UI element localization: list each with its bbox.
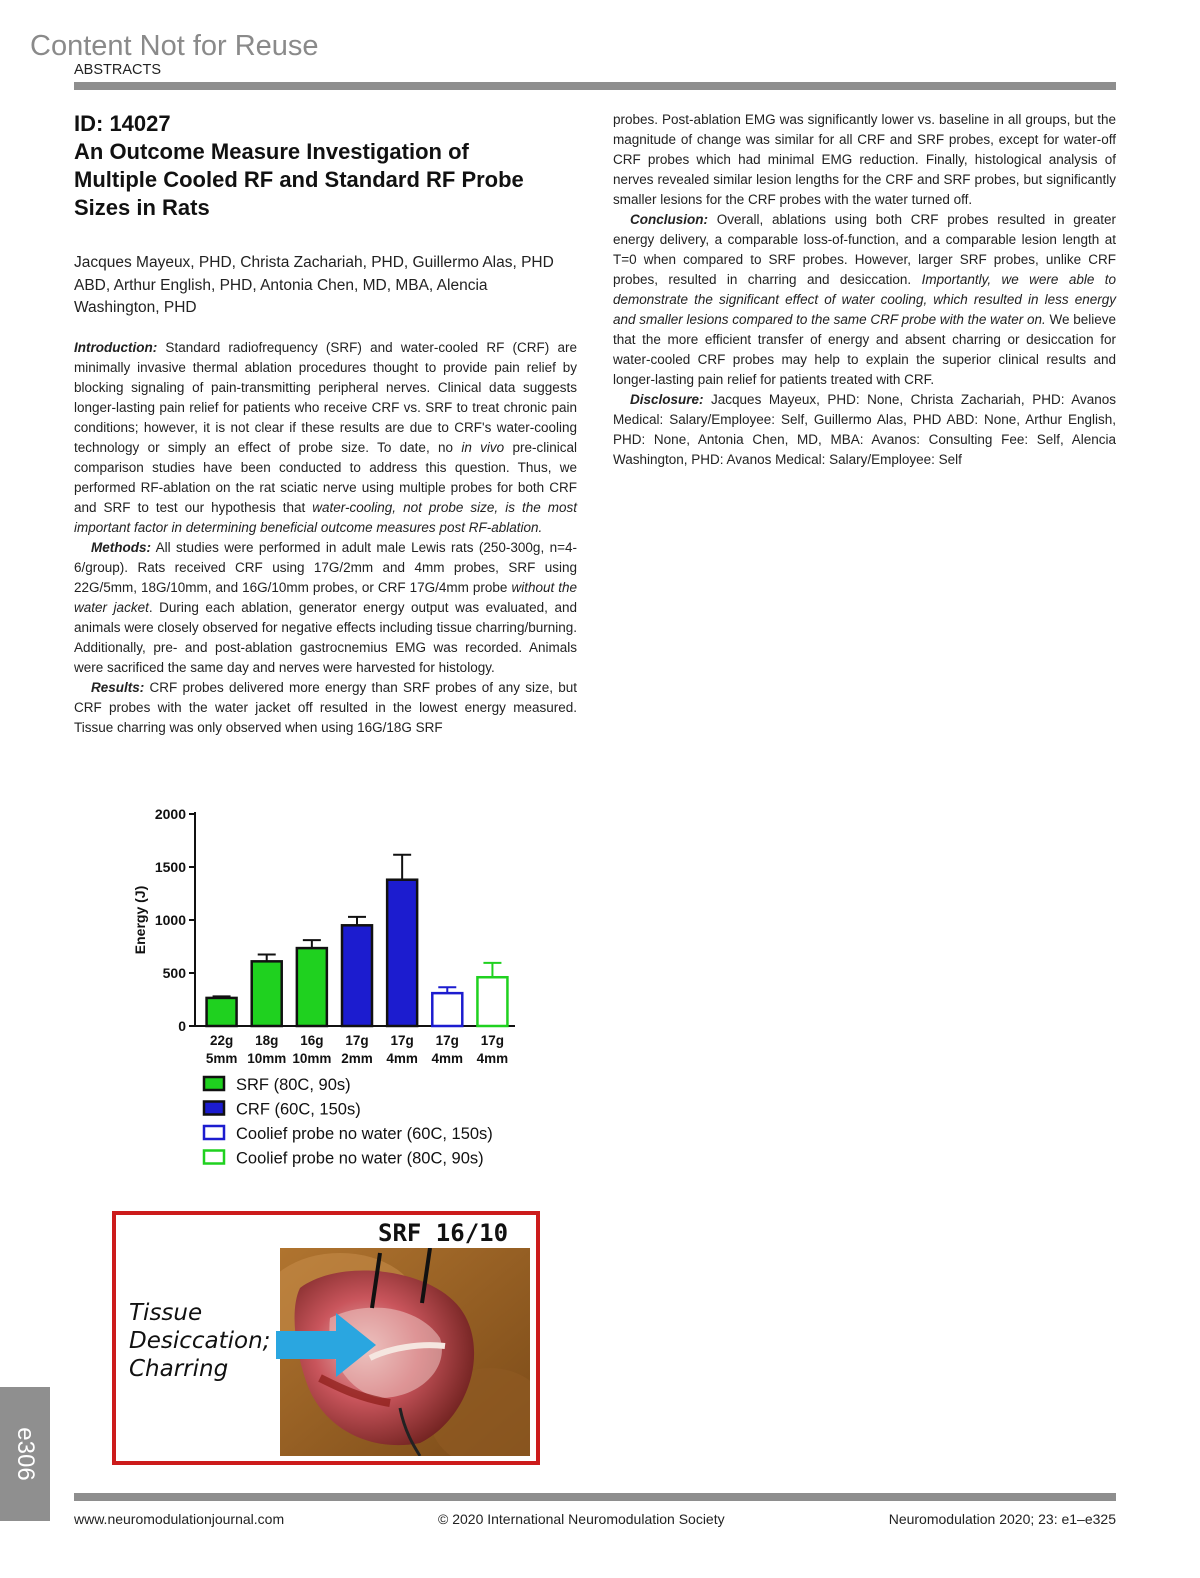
y-tick-label: 500 <box>162 965 186 981</box>
photo-label: SRF 16/10 <box>378 1219 509 1247</box>
results-paragraph <box>74 678 577 738</box>
chart-x-labels <box>206 1033 508 1066</box>
x-tick-label: 4mm <box>476 1051 509 1066</box>
watermark: Content Not for Reuse <box>30 30 319 62</box>
copyright-notice: © 2020 International Neuromodulation Society <box>438 1511 725 1527</box>
disclosure-heading: Disclosure: <box>630 392 704 407</box>
abstract-id: ID: 14027 <box>74 111 171 136</box>
author-list: Jacques Mayeux, PHD, Christa Zachariah, PHD, Guillermo Alas, PHD ABD, Arthur English, PHD, Antonia Chen, MD, MBA, Alencia Washington, PHD <box>74 254 554 316</box>
x-tick-label: 17g <box>345 1033 369 1048</box>
methods-italic: without the water jacket <box>74 579 577 615</box>
y-tick-label: 2000 <box>154 806 186 822</box>
bar <box>387 880 417 1026</box>
annotation-line: Desiccation; <box>129 1328 271 1354</box>
legend-label: SRF (80C, 90s) <box>236 1076 351 1094</box>
conclusion-text: We believe that the more efficient transfer of energy and absent charring or desiccation for water-cooled CRF probes may help to explain the superior clinical results and longer-lasting pain relief for patients treated with CRF. <box>613 312 1117 387</box>
chart-bars <box>207 855 508 1026</box>
journal-url: www.neuromodulationjournal.com <box>74 1511 285 1527</box>
introduction-text: Standard radiofrequency (SRF) and water-cooled RF (CRF) are minimally invasive thermal ablation procedures thought to provide pain relief by blocking signaling of pain-transmitting peripheral nerves. Clinical data suggests longer-lasting pain relief for patients who receive CRF vs. SRF to treat chronic pain conditions; however, it is not clear if these results are due to CRF's water-cooling technology or simply an effect of probe size. To date, no <box>74 339 577 455</box>
energy-bar-chart <box>120 798 540 1178</box>
conclusion-italic: Importantly, we were able to demonstrate the significant effect of water cooling, which resulted in less energy and smaller lesions compared to the same CRF probe with the water on. <box>613 272 1117 327</box>
header-rule <box>74 82 1116 90</box>
bar <box>432 993 462 1026</box>
legend-swatch <box>204 1077 224 1090</box>
annotation-line: Charring <box>129 1356 229 1382</box>
methods-paragraph <box>74 538 577 678</box>
bar <box>342 925 372 1026</box>
y-tick-label: 1000 <box>154 912 186 928</box>
x-tick-label: 4mm <box>431 1051 464 1066</box>
x-tick-label: 10mm <box>292 1051 332 1066</box>
introduction-paragraph <box>74 338 577 538</box>
x-tick-label: 17g <box>435 1033 459 1048</box>
y-axis-label: Energy (J) <box>132 885 148 955</box>
footer-rule <box>74 1493 1116 1501</box>
results-heading: Results: <box>91 679 145 695</box>
bar <box>297 948 327 1026</box>
x-tick-label: 4mm <box>386 1051 418 1066</box>
x-tick-label: 5mm <box>205 1051 238 1066</box>
annotation-line: Tissue <box>129 1300 203 1326</box>
page-number: e306 <box>12 1427 39 1481</box>
legend-label: Coolief probe no water (80C, 90s) <box>236 1149 484 1168</box>
disclosure-paragraph <box>613 390 1116 470</box>
section-label: ABSTRACTS <box>74 62 162 78</box>
title-line: Sizes in Rats <box>74 195 210 220</box>
x-tick-label: 18g <box>255 1033 279 1048</box>
x-tick-label: 17g <box>390 1033 414 1048</box>
bar <box>252 961 282 1026</box>
results-text: CRF probes delivered more energy than SRF probes of any size, but CRF probes with the water jacket off resulted in the lowest energy measured. Tissue charring was only observed when using 16G/18G SRF <box>74 679 577 735</box>
abstract-title <box>74 138 577 222</box>
tissue-annotation <box>129 1299 289 1383</box>
legend-label: Coolief probe no water (60C, 150s) <box>236 1125 493 1143</box>
introduction-text: pre-clinical comparison studies have been conducted to address this question. Thus, we performed RF-ablation on the rat sciatic nerve using multiple probes for both CRF and SRF to test our hypothesis that <box>74 439 577 515</box>
legend-swatch <box>204 1126 224 1139</box>
hypothesis-italic: water-cooling, not probe size, is the most important factor in determining beneficial outcome measures post RF-ablation. <box>74 499 578 535</box>
disclosure-text: Jacques Mayeux, PHD: None, Christa Zachariah, PHD: Avanos Medical: Salary/Employee: Self, Guillermo Alas, PHD ABD: None, Arthur English, PHD: None, Antonia Chen, MD, MBA: Avanos: Consulting Fee: Self, Alencia Washington, PHD: Avanos Medical: Salary/Employee: Self <box>613 392 1116 467</box>
introduction-italic: in vivo <box>461 439 505 455</box>
y-tick-label: 1500 <box>154 859 186 875</box>
x-tick-label: 2mm <box>341 1051 373 1066</box>
conclusion-heading: Conclusion: <box>630 212 708 227</box>
right-column <box>613 110 1116 470</box>
methods-text: All studies were performed in adult male Lewis rats (250-300g, n=4-6/group). Rats received CRF using 17G/2mm and 4mm probes, SRF using 22G/5mm, 18G/10mm, and 16G/10mm probes, or CRF 17G/4mm probe <box>74 539 577 595</box>
introduction-heading: Introduction: <box>74 339 158 355</box>
chart-legend <box>204 1076 493 1168</box>
left-column <box>74 108 577 738</box>
title-line: An Outcome Measure Investigation of <box>74 139 469 164</box>
x-tick-label: 16g <box>300 1033 324 1048</box>
bar <box>207 998 237 1026</box>
methods-heading: Methods: <box>91 539 151 555</box>
bar <box>477 977 507 1026</box>
page-number-tab <box>0 1387 50 1521</box>
y-tick-label: 0 <box>178 1018 186 1034</box>
x-tick-label: 17g <box>480 1033 505 1048</box>
legend-label: CRF (60C, 150s) <box>236 1100 361 1119</box>
results-continued-paragraph: probes. Post-ablation EMG was significantly lower vs. baseline in all groups, but the magnitude of change was similar for all CRF and SRF probes, except for water-off CRF probes which had minimal EMG reduction. Finally, histological analysis of nerves revealed similar lesion lengths for the CRF and SRF probes, but significantly smaller lesions for the CRF probes with the water turned off. <box>613 112 1116 207</box>
tissue-photo-figure <box>112 1211 540 1465</box>
title-line: Multiple Cooled RF and Standard RF Probe <box>74 167 524 192</box>
x-tick-label: 10mm <box>247 1051 287 1066</box>
conclusion-paragraph <box>613 210 1116 390</box>
legend-swatch <box>204 1151 224 1164</box>
arrow-icon <box>276 1313 376 1377</box>
citation-info: Neuromodulation 2020; 23: e1–e325 <box>888 1511 1116 1527</box>
legend-swatch <box>204 1102 224 1115</box>
conclusion-text: Overall, ablations using both CRF probes resulted in greater energy delivery, a comparable loss-of-function, and a comparable lesion length at T=0 when compared to SRF probes. However, larger SRF probes, unlike CRF probes, resulted in charring and desiccation. <box>613 212 1116 287</box>
methods-text: . During each ablation, generator energy output was evaluated, and animals were closely observed for negative effects including tissue charring/burning. Additionally, pre- and post-ablation gastrocnemius EMG was recorded. Animals were sacrificed the same day and nerves were harvested for histology. <box>74 599 577 675</box>
x-tick-label: 22g <box>209 1033 234 1048</box>
